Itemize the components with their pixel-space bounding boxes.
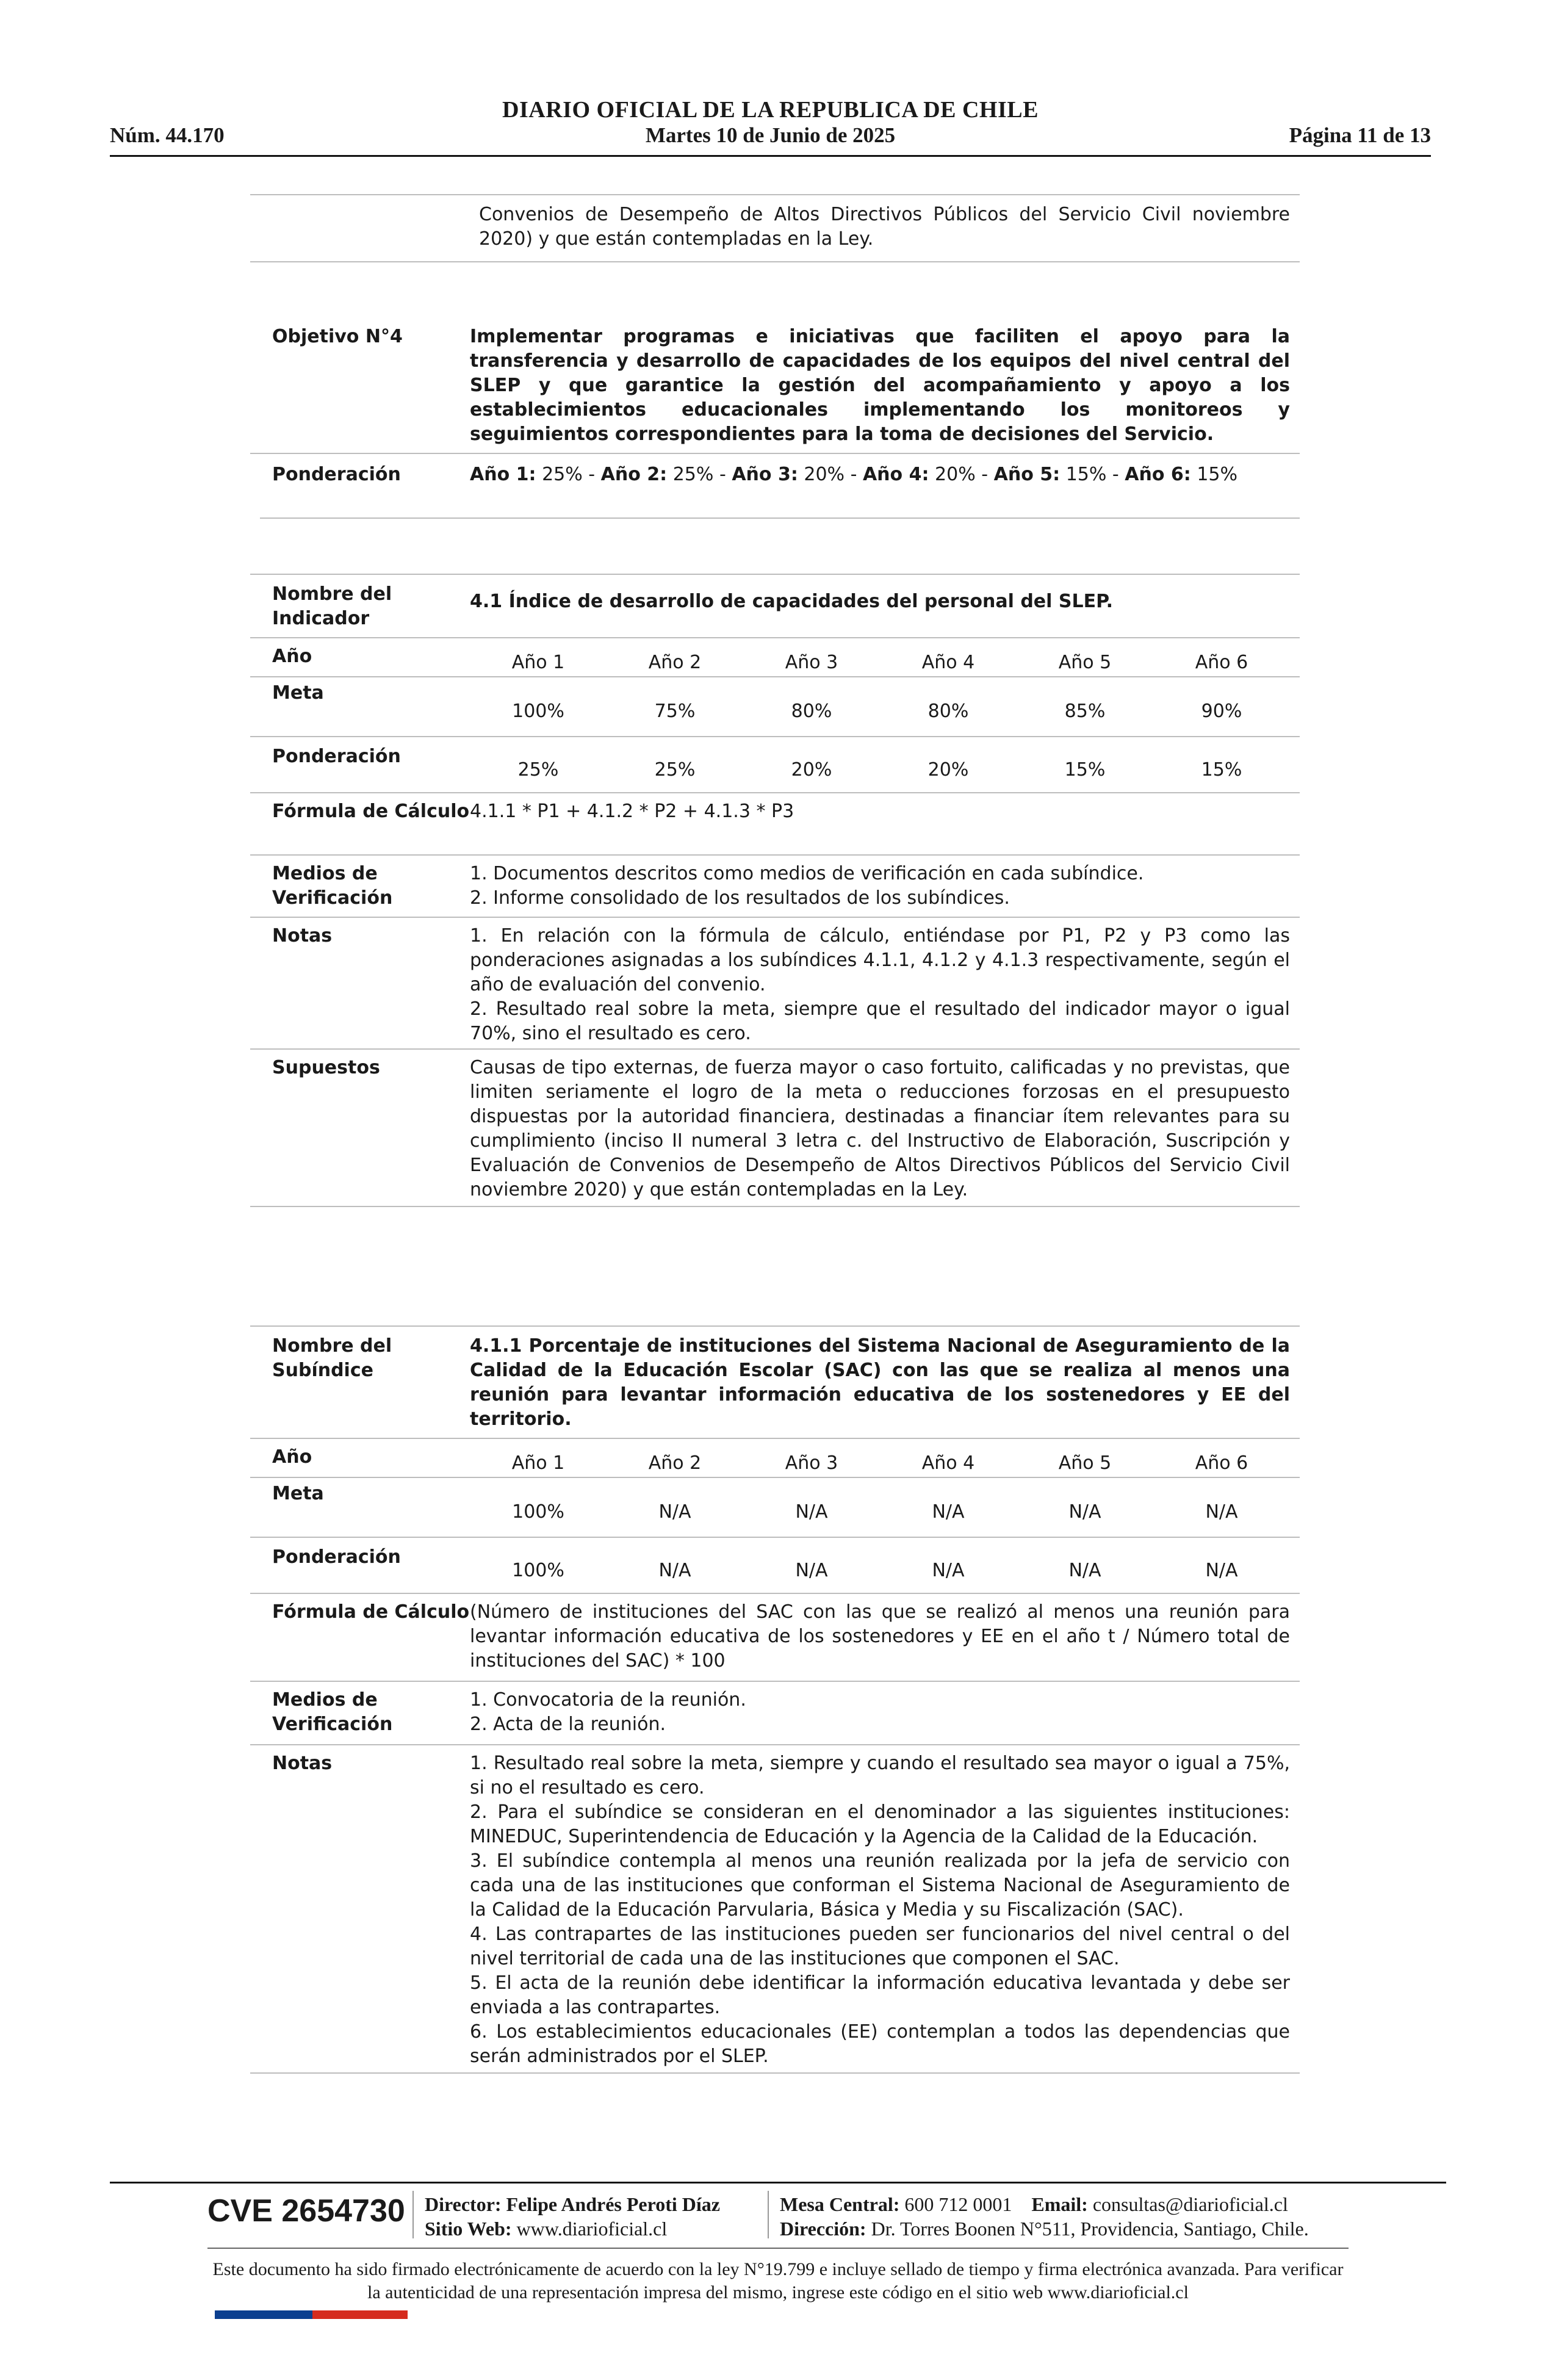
objective-ponderacion-label: Ponderación bbox=[272, 464, 401, 485]
indicator-notas: 1. En relación con la fórmula de cálculo, entiéndase por P1, P2 y P3 como las ponderaciones asignadas a los subíndices 4.1.1, 4.1.2 y 4.1.3 respectivamente, según el año de evaluación del convenio. 2. Resultado real sobre la meta, siempre que el resultado del indicador mayor o igual 70%, sino el resultado es cero. bbox=[470, 925, 1290, 1044]
subindex-meta-label: Meta bbox=[272, 1483, 324, 1504]
indicator-name-label: Nombre del Indicador bbox=[272, 583, 392, 629]
subindex-name-label: Nombre del Subíndice bbox=[272, 1335, 392, 1381]
subindex-pond: 100% N/A N/A N/A N/A N/A bbox=[512, 1560, 1238, 1581]
indicator-medios: 1. Documentos descritos como medios de verificación en cada subíndice. 2. Informe consolidado de los resultados de los subíndices. bbox=[470, 863, 1144, 909]
issue-date: Martes 10 de Junio de 2025 bbox=[645, 123, 896, 147]
subindex-meta: 100% N/A N/A N/A N/A N/A bbox=[512, 1501, 1238, 1523]
indicator-formula-row bbox=[250, 793, 1300, 856]
header-divider bbox=[110, 155, 1431, 157]
continuation-text: Convenios de Desempeño de Altos Directivos Públicos del Servicio Civil noviembre 2020) y que están contempladas en la Ley. bbox=[479, 204, 1290, 250]
page-number: Página 11 de 13 bbox=[1289, 123, 1431, 147]
indicator-medios-row bbox=[250, 856, 1300, 918]
indicator-medios-label: Medios de Verificación bbox=[272, 863, 393, 909]
subindex-notas-label: Notas bbox=[272, 1753, 333, 1774]
indicator-meta-row bbox=[250, 677, 1300, 737]
subindex-formula-row bbox=[250, 1594, 1300, 1682]
subindex-medios-label: Medios de Verificación bbox=[272, 1689, 393, 1735]
indicator-year-label: Año bbox=[272, 646, 312, 667]
subindex-medios-row bbox=[250, 1682, 1300, 1745]
indicator-meta: 100% 75% 80% 80% 85% 90% bbox=[512, 701, 1242, 722]
subindex-pond-row bbox=[250, 1538, 1300, 1594]
subindex-name: 4.1.1 Porcentaje de instituciones del Sistema Nacional de Aseguramiento de la Calidad de la Educación Escolar (SAC) con las que se realiza al menos una reunión para levantar información educativa de los sostenedores y EE del territorio. bbox=[470, 1335, 1290, 1430]
subindex-meta-row bbox=[250, 1478, 1300, 1538]
objective-bottom-rule bbox=[260, 489, 1300, 519]
flag-stripe bbox=[215, 2310, 408, 2319]
indicator-meta-label: Meta bbox=[272, 682, 324, 704]
footer-separator bbox=[412, 2191, 414, 2238]
page-header bbox=[110, 92, 1431, 153]
indicator-formula-label: Fórmula de Cálculo bbox=[272, 801, 470, 822]
footer-contact-block: Mesa Central: 600 712 0001 Email: consultas@diarioficial.cl Dirección: Dr. Torres Boonen N°511, Providencia, Santiago, Chile. bbox=[780, 2193, 1309, 2240]
flag-blue-segment bbox=[215, 2310, 312, 2319]
subindex-formula-label: Fórmula de Cálculo bbox=[272, 1601, 470, 1623]
objective-row bbox=[250, 310, 1300, 454]
indicator-pond-label: Ponderación bbox=[272, 746, 401, 767]
subindex-table bbox=[250, 1325, 1300, 2074]
email-link[interactable]: consultas@diarioficial.cl bbox=[1092, 2193, 1288, 2215]
objective-weight-row bbox=[250, 454, 1300, 489]
objective-table bbox=[250, 310, 1300, 519]
indicator-supuestos-row bbox=[250, 1050, 1300, 1207]
subindex-pond-label: Ponderación bbox=[272, 1546, 401, 1568]
continuation-table bbox=[250, 194, 1300, 262]
subindex-medios: 1. Convocatoria de la reunión. 2. Acta de la reunión. bbox=[470, 1689, 746, 1735]
indicator-supuestos-label: Supuestos bbox=[272, 1057, 380, 1078]
indicator-name: 4.1 Índice de desarrollo de capacidades del personal del SLEP. bbox=[470, 591, 1113, 612]
footer-divider bbox=[110, 2182, 1446, 2183]
phone-number: 600 712 0001 bbox=[904, 2193, 1012, 2215]
indicator-notas-label: Notas bbox=[272, 925, 333, 947]
objective-label: Objetivo N°4 bbox=[272, 326, 403, 347]
cve-code: CVE 2654730 bbox=[207, 2193, 405, 2229]
indicator-name-row bbox=[250, 574, 1300, 638]
indicator-notas-row bbox=[250, 918, 1300, 1050]
objective-text: Implementar programas e iniciativas que faciliten el apoyo para la transferencia y desarrollo de capacidades de los equipos del nivel central del SLEP y que garantice la gestión del acompañamiento y apoyo a los establecimientos educacionales implementando los monitoreos y seguimientos correspondientes para la toma de decisiones del Servicio. bbox=[470, 326, 1290, 445]
indicator-years-row bbox=[250, 638, 1300, 677]
indicator-years: Año 1 Año 2 Año 3 Año 4 Año 5 Año 6 bbox=[511, 652, 1248, 673]
address: Dr. Torres Boonen N°511, Providencia, Santiago, Chile. bbox=[871, 2218, 1309, 2240]
subindex-notas: 1. Resultado real sobre la meta, siempre y cuando el resultado sea mayor o igual a 75%, si no el resultado es cero. 2. Para el subíndice se consideran en el denominador a las siguientes instituciones: MINEDUC, Superintendencia de Educación y la Agencia de la Calidad de la Educación. 3. El subíndice contempla al menos una reunión realizada por la jefa de servicio con cada una de las instituciones que conforman el Sistema Nacional de Aseguramiento de la Calidad de la Educación Parvularia, Básica y Media y su Fiscalización (SAC). 4. Las contrapartes de las instituciones pueden ser funcionarios del nivel central o del nivel territorial de cada una de las instituciones que componen el SAC. 5. El acta de la reunión debe identificar la información educativa levantada y debe ser enviada a las contrapartes. 6. Los establecimientos educacionales (EE) contemplan a todos las dependencias que serán administrados por el SLEP. bbox=[470, 1753, 1290, 2067]
subindex-notas-row bbox=[250, 1745, 1300, 2074]
issue-number: Núm. 44.170 bbox=[110, 123, 225, 147]
footer-director-block: Director: Felipe Andrés Peroti Díaz Sitio Web: www.diarioficial.cl bbox=[425, 2193, 720, 2240]
continuation-row bbox=[250, 194, 1300, 262]
footer-separator bbox=[768, 2191, 769, 2238]
gazette-title: DIARIO OFICIAL DE LA REPUBLICA DE CHILE bbox=[502, 97, 1039, 123]
indicator-formula: 4.1.1 * P1 + 4.1.2 * P2 + 4.1.3 * P3 bbox=[470, 801, 794, 822]
objective-weights: Año 1: 25% - Año 2: 25% - Año 3: 20% - Año 4: 20% - Año 5: 15% - Año 6: 15% bbox=[470, 464, 1238, 485]
subindex-years-row bbox=[250, 1439, 1300, 1478]
subindex-formula: (Número de instituciones del SAC con las que se realizó al menos una reunión para levantar información educativa de los sostenedores y EE en el año t / Número total de instituciones del SAC) * 100 bbox=[470, 1601, 1290, 1671]
subindex-year-label: Año bbox=[272, 1446, 312, 1468]
indicator-supuestos: Causas de tipo externas, de fuerza mayor o caso fortuito, calificadas y no previstas, que limiten seriamente el logro de la meta o reducciones forzosas en el presupuesto dispuestas por la autoridad financiera, destinadas a financiar ítem relevantes para su cumplimiento (inciso II numeral 3 letra c. del Instructivo de Elaboración, Suscripción y Evaluación de Convenios de Desempeño de Altos Directivos Públicos del Servicio Civil noviembre 2020) y que están contempladas en la Ley. bbox=[470, 1057, 1290, 1200]
indicator-pond-row bbox=[250, 737, 1300, 793]
indicator-pond: 25% 25% 20% 20% 15% 15% bbox=[517, 759, 1242, 781]
flag-red-segment bbox=[312, 2310, 408, 2319]
indicator-table bbox=[250, 574, 1300, 1207]
website-link[interactable]: www.diarioficial.cl bbox=[516, 2218, 668, 2240]
director-name: Felipe Andrés Peroti Díaz bbox=[506, 2193, 720, 2215]
footer-divider-thin bbox=[207, 2248, 1349, 2249]
legal-notice: Este documento ha sido firmado electrónicamente de acuerdo con la ley N°19.799 e incluye sellado de tiempo y firma electrónica avanzada. Para verificar la autenticidad de una representación impresa del mismo, ingrese este código en el sitio web www.diarioficial.cl bbox=[212, 2259, 1344, 2302]
subindex-years: Año 1 Año 2 Año 3 Año 4 Año 5 Año 6 bbox=[511, 1452, 1248, 1474]
subindex-name-row bbox=[250, 1325, 1300, 1439]
